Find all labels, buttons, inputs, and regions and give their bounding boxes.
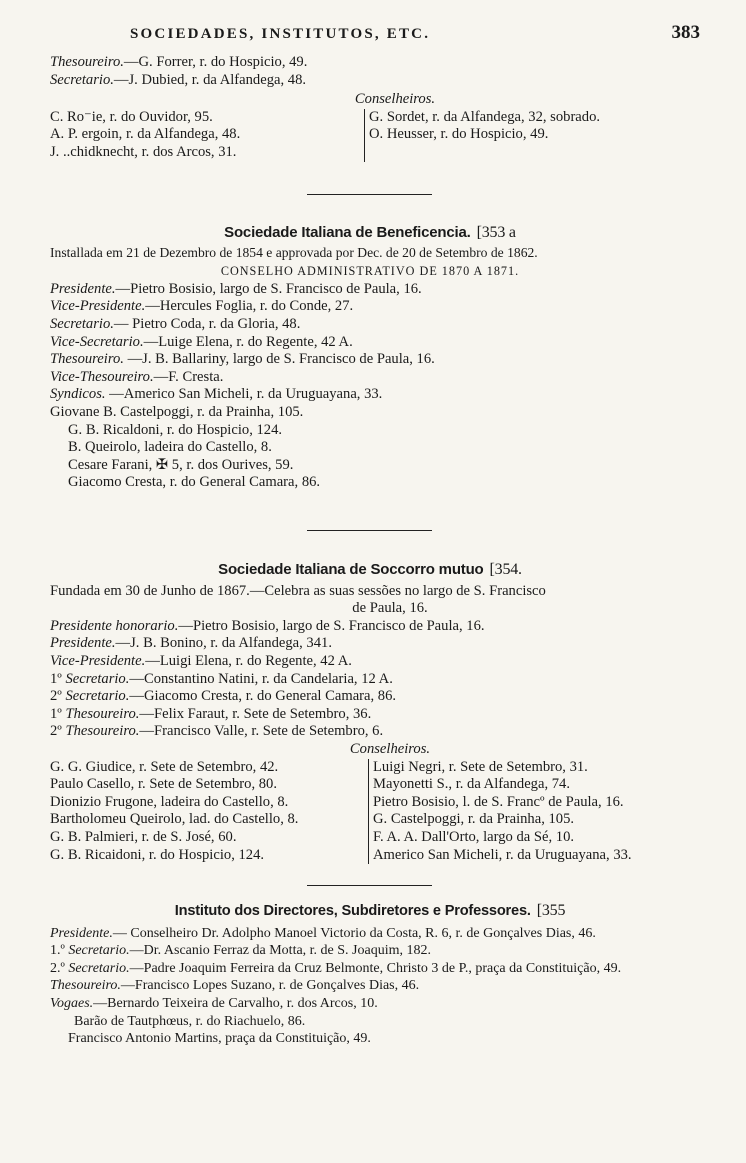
council-right-column xyxy=(364,109,690,162)
officer-line: 1.º Secretario.—Dr. Ascanio Ferraz da Motta, r. de S. Joaquim, 182. xyxy=(50,943,431,959)
council-right-column xyxy=(368,759,690,865)
council-member: F. A. A. Dall'Orto, largo da Sé, 10. xyxy=(373,828,575,845)
member-line: Cesare Farani, ✠ 5, r. dos Ourives, 59. xyxy=(68,456,294,473)
section-title: Instituto dos Directores, Subdiretores e Professores. [355 xyxy=(174,902,566,919)
council-columns xyxy=(50,109,690,162)
officer-line: 1º Thesoureiro.—Felix Faraut, r. Sete de Setembro, 36. xyxy=(50,705,372,722)
council-left-column xyxy=(50,109,364,162)
section-divider xyxy=(50,194,690,195)
officer-line: Vice-Thesoureiro.—F. Cresta. xyxy=(50,368,224,385)
section-instituto xyxy=(50,902,690,1048)
officer-line: Vice-Presidente.—Luigi Elena, r. do Regente, 42 A. xyxy=(50,652,352,669)
officer-line: Presidente.—J. B. Bonino, r. da Alfandega, 341. xyxy=(50,635,332,652)
council-member: Mayonetti S., r. da Alfandega, 74. xyxy=(373,776,570,793)
officer-line: 2.º Secretario.—Padre Joaquim Ferreira da Cruz Belmonte, Christo 3 de P., praça da Constituição, 49. xyxy=(50,960,622,976)
officer-line: Secretario.—J. Dubied, r. da Alfandega, 48. xyxy=(50,71,307,88)
foundation-note: de Paula, 16. xyxy=(352,600,428,617)
page-number: 383 xyxy=(671,22,700,43)
council-member: O. Heusser, r. do Hospicio, 49. xyxy=(369,126,549,143)
officer-line: Vice-Presidente.—Hercules Foglia, r. do Conde, 27. xyxy=(50,298,354,315)
officer-line: Presidente.— Conselheiro Dr. Adolpho Manoel Victorio da Costa, R. 6, r. de Gonçalves Dias, 46. xyxy=(50,925,596,941)
section-beneficencia xyxy=(50,224,690,492)
officer-line: Thesoureiro.—Francisco Lopes Suzano, r. de Gonçalves Dias, 46. xyxy=(50,978,420,994)
council-member: Bartholomeu Queirolo, lad. do Castello, 8. xyxy=(50,811,299,828)
officer-line: 2º Thesoureiro.—Francisco Valle, r. Sete de Setembro, 6. xyxy=(50,723,384,740)
officer-line: Thesoureiro. —J. B. Ballariny, largo de S. Francisco de Paula, 16. xyxy=(50,351,435,368)
installation-note: Installada em 21 de Dezembro de 1854 e approvada por Dec. de 20 de Setembro de 1862. xyxy=(50,244,538,260)
member-line: Giovane B. Castelpoggi, r. da Prainha, 105. xyxy=(50,403,304,420)
council-member: G. B. Palmieri, r. de S. José, 60. xyxy=(50,828,237,845)
council-member: Paulo Casello, r. Sete de Setembro, 80. xyxy=(50,776,277,793)
council-member: G. G. Giudice, r. Sete de Setembro, 42. xyxy=(50,758,279,775)
officer-line: Presidente honorario.—Pietro Bosisio, largo de S. Francisco de Paula, 16. xyxy=(50,617,485,634)
council-member: G. Castelpoggi, r. da Prainha, 105. xyxy=(373,811,575,828)
section-divider xyxy=(50,885,690,886)
council-member: Americo San Micheli, r. da Uruguayana, 33. xyxy=(373,846,632,863)
section-title: Sociedade Italiana de Beneficencia. [353 a xyxy=(224,224,516,241)
council-member: A. P. ergoin, r. da Alfandega, 48. xyxy=(50,126,241,143)
section-title: Sociedade Italiana de Soccorro mutuo [354. xyxy=(218,561,522,578)
council-member: Pietro Bosisio, l. de S. Francº de Paula, 16. xyxy=(373,793,624,810)
officer-line: Thesoureiro.—G. Forrer, r. do Hospicio, 49. xyxy=(50,54,308,70)
council-heading: Conselheiros. xyxy=(349,740,431,757)
officer-line: Syndicos. —Americo San Micheli, r. da Uruguayana, 33. xyxy=(50,386,383,403)
officer-line: Secretario.— Pietro Coda, r. da Gloria, 48. xyxy=(50,315,301,332)
council-columns xyxy=(50,759,690,865)
member-line: Barão de Tautphœus, r. do Riachuelo, 86. xyxy=(74,1013,306,1029)
member-line: G. B. Ricaldoni, r. do Hospicio, 124. xyxy=(68,421,283,438)
officer-line: Presidente.—Pietro Bosisio, largo de S. Francisco de Paula, 16. xyxy=(50,280,422,297)
council-member: Luigi Negri, r. Sete de Setembro, 31. xyxy=(373,758,588,775)
council-member: C. Ro⁻ie, r. do Ouvidor, 95. xyxy=(50,108,213,125)
section-divider xyxy=(50,530,690,531)
member-line: Giacomo Cresta, r. do General Camara, 86. xyxy=(68,474,321,491)
running-title: SOCIEDADES, INSTITUTOS, ETC. xyxy=(130,26,431,42)
officer-line: Vogaes.—Bernardo Teixeira de Carvalho, r. dos Arcos, 10. xyxy=(50,995,378,1011)
member-line: B. Queirolo, ladeira do Castello, 8. xyxy=(68,439,272,456)
council-member: Dionizio Frugone, ladeira do Castello, 8. xyxy=(50,793,289,810)
council-heading: Conselheiros. xyxy=(354,91,436,108)
section-soccorro xyxy=(50,561,690,864)
officer-line: Vice-Secretario.—Luige Elena, r. do Regente, 42 A. xyxy=(50,333,353,350)
council-left-column xyxy=(50,759,368,865)
foundation-note: Fundada em 30 de Junho de 1867.—Celebra as suas sessões no largo de S. Francisco xyxy=(50,582,546,599)
council-heading: CONSELHO ADMINISTRATIVO DE 1870 A 1871. xyxy=(220,264,520,279)
top-continuation xyxy=(50,54,690,162)
council-member: J. ..chidknecht, r. dos Arcos, 31. xyxy=(50,143,237,160)
page-header xyxy=(50,22,700,46)
council-member: G. B. Ricaidoni, r. do Hospicio, 124. xyxy=(50,846,265,863)
member-line: Francisco Antonio Martins, praça da Constituição, 49. xyxy=(68,1031,371,1047)
officer-line: 2º Secretario.—Giacomo Cresta, r. do General Camara, 86. xyxy=(50,688,397,705)
officer-line: 1º Secretario.—Constantino Natini, r. da Candelaria, 12 A. xyxy=(50,670,393,687)
council-member: G. Sordet, r. da Alfandega, 32, sobrado. xyxy=(369,108,601,125)
